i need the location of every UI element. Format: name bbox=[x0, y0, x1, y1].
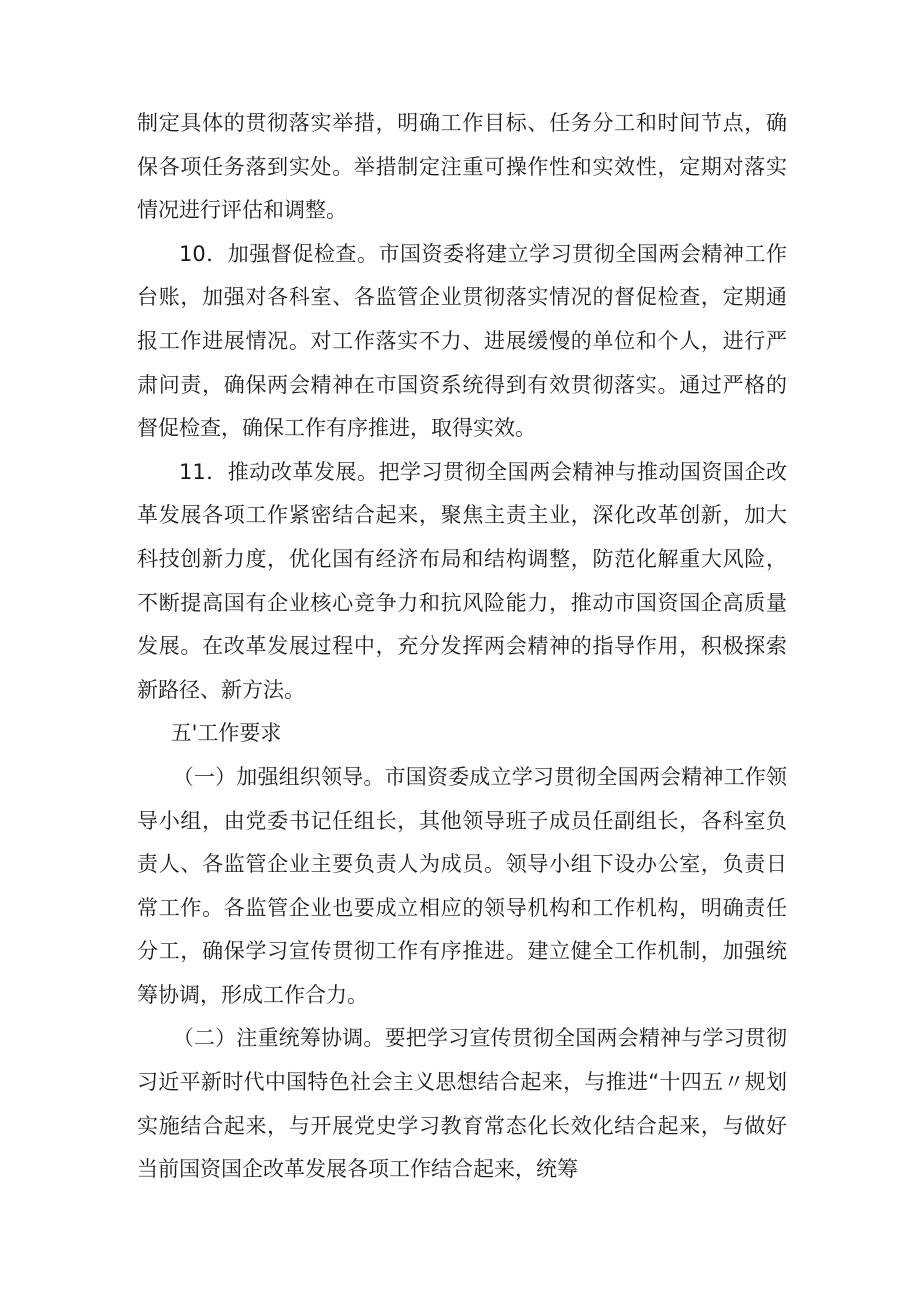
document-body bbox=[137, 102, 787, 1192]
paragraph-item-11: 11．推动改革发展。把学习贯彻全国两会精神与推动国资国企改革发展各项工作紧密结合起来，聚焦主责主业，深化改革创新，加大科技创新力度，优化国有经济布局和结构调整，防范化解重大风险，不断提高国有企业核心竞争力和抗风险能力，推动市国资国企高质量发展。在改革发展过程中，充分发挥两会精神的指导作用，积极探索新路径、新方法。 bbox=[137, 459, 787, 702]
paragraph-item-10: 10．加强督促检查。市国资委将建立学习贯彻全国两会精神工作台账，加强对各科室、各监管企业贯彻落实情况的督促检查，定期通报工作进展情况。对工作落实不力、进展缓慢的单位和个人，进行严肃问责，确保两会精神在市国资系统得到有效贯彻落实。通过严格的督促检查，确保工作有序推进，取得实效。 bbox=[137, 241, 787, 441]
section-heading-work-requirements: 五'工作要求 bbox=[170, 721, 282, 746]
paragraph-requirement-2: （二）注重统筹协调。要把学习宣传贯彻全国两会精神与学习贯彻习近平新时代中国特色社会主义思想结合起来，与推进“十四五〃规划实施结合起来，与开展党史学习教育常态化长效化结合起来，与做好当前国资国企改革发展各项工作结合起来，统筹 bbox=[137, 1026, 787, 1182]
paragraph-requirement-1: （一）加强组织领导。市国资委成立学习贯彻全国两会精神工作领导小组，由党委书记任组长，其他领导班子成员任副组长，各科室负责人、各监管企业主要负责人为成员。领导小组下设办公室，负责日常工作。各监管企业也要成立相应的领导机构和工作机构，明确责任分工，确保学习宣传贯彻工作有序推进。建立健全工作机制，加强统筹协调，形成工作合力。 bbox=[137, 764, 787, 1007]
paragraph-continuation: 制定具体的贯彻落实举措，明确工作目标、任务分工和时间节点，确保各项任务落到实处。举措制定注重可操作性和实效性，定期对落实情况进行评估和调整。 bbox=[137, 111, 787, 223]
